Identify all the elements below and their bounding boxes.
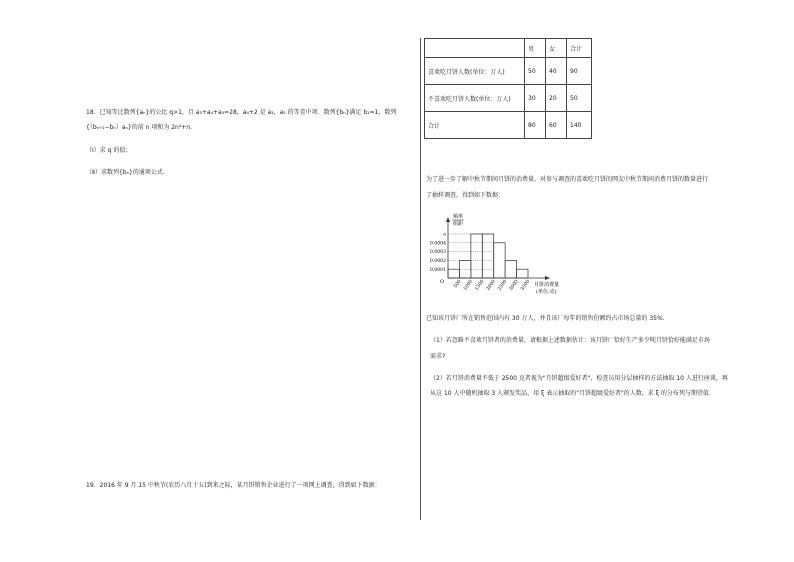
after-chart-text: 已知该月饼厂所在销售范围内有 30 万人，并且该厂每年的销售份额约占市场总量的 35%． <box>426 315 669 322</box>
x-tick-label: 1500 <box>474 279 486 292</box>
table-cell: 20 <box>546 85 567 112</box>
table-cell: 喜欢吃月饼人数(单位：万人) <box>425 58 525 85</box>
x-label-line1: 月饼消费量 <box>534 282 560 288</box>
table-cell: 90 <box>567 58 592 85</box>
q18-part1: （Ⅰ）求 q 的值； <box>86 147 132 154</box>
histogram-bar-3 <box>482 234 493 278</box>
q18-part2: （Ⅱ）求数列{bₙ}的通项公式． <box>86 169 169 176</box>
x-tick-label: 1000 <box>463 279 474 292</box>
x-tick-label: 2500 <box>497 279 509 292</box>
y-tick-label: 0.0004 <box>429 241 446 247</box>
table-header-row <box>425 39 592 58</box>
histogram-bar-6 <box>517 269 528 278</box>
x-axis-arrow-icon <box>545 276 550 280</box>
x-tick-label: 3500 <box>520 279 532 292</box>
part2-line1: （2）若月饼消费量不低于 2500 克者视为"月饼超级爱好者"，检查员用分层抽样的方法抽取 10 人进行座谈，再 <box>430 375 728 382</box>
y-tick-label: 0.0003 <box>429 250 446 256</box>
column-divider <box>420 38 421 520</box>
y-label-bottom: 组距 <box>453 221 464 227</box>
x-tick-label: 500 <box>453 279 463 290</box>
table-cell: 不喜欢吃月饼人数(单位：万人) <box>425 85 525 112</box>
y-tick-label: 0.0001 <box>429 267 446 273</box>
table-cell: 合计 <box>425 112 525 139</box>
table-cell: 合计 <box>567 39 592 58</box>
histogram-bar-2 <box>471 234 482 278</box>
table-cell: 女 <box>546 39 567 58</box>
table-cell: 60 <box>546 112 567 139</box>
table-cell: 40 <box>546 58 567 85</box>
table-cell: 140 <box>567 112 592 139</box>
table-cell: 80 <box>525 112 546 139</box>
table-row <box>425 112 592 139</box>
table-cell: 50 <box>525 58 546 85</box>
origin-label: O <box>440 279 445 285</box>
histogram-bar-4 <box>494 243 505 278</box>
table-cell: 男 <box>525 39 546 58</box>
part1-line1: （1）若忽略不喜欢月饼者的消费量，请根据上述数据估计：该月饼厂恰好生产多少吨月饼恰好能满足市场 <box>430 337 710 344</box>
part2-line2: 从这 10 人中随机抽取 3 人颁发奖品，用 ξ 表示抽取的"月饼超级爱好者"的人数，求 ξ 的分布列与期望值. <box>430 390 711 397</box>
survey-table <box>424 38 592 139</box>
histogram-bar-5 <box>505 260 516 278</box>
x-tick-label: 3000 <box>508 279 520 292</box>
y-label-top: 频率 <box>453 214 464 220</box>
x-label-line2: (单位:克) <box>536 289 557 295</box>
table-row <box>425 58 592 85</box>
table-row <box>425 85 592 112</box>
y-tick-label: a <box>443 232 446 238</box>
table-cell: 50 <box>567 85 592 112</box>
histogram-bar-0 <box>448 269 459 278</box>
part1-line2: 需求? <box>430 353 446 360</box>
intro-line1: 为了进一步了解中秋节期间月饼的消费量，对参与调查的喜欢吃月饼的网友中秋节期间消费月饼的数量进行 <box>426 176 709 183</box>
histogram-chart <box>426 212 566 304</box>
y-axis-arrow-icon <box>446 217 450 222</box>
intro-line2: 了抽样调查，得到如下数据： <box>426 192 505 199</box>
x-tick-label: 2000 <box>486 279 497 292</box>
q19-text-line1: 19．2016 年 9 月 15 中秋节(农历八月十五)到来之际，某月饼销售企业进行了一项网上调查，得到如下数据： <box>86 482 381 489</box>
y-tick-label: 0.0002 <box>429 259 446 264</box>
table-cell <box>425 39 525 58</box>
table-cell: 30 <box>525 85 546 112</box>
q18-text-line2: {（bₙ₊₁−bₙ）aₙ}的前 n 项和为 2n²+n． <box>86 124 197 131</box>
q18-text-line1: 18．已知等比数列{aₙ}的公比 q>1，且 a₃+a₄+a₅=28，a₄+2 是 a₃，a₅ 的等差中项．数列{bₙ}满足 b₁=1，数列 <box>86 109 397 116</box>
